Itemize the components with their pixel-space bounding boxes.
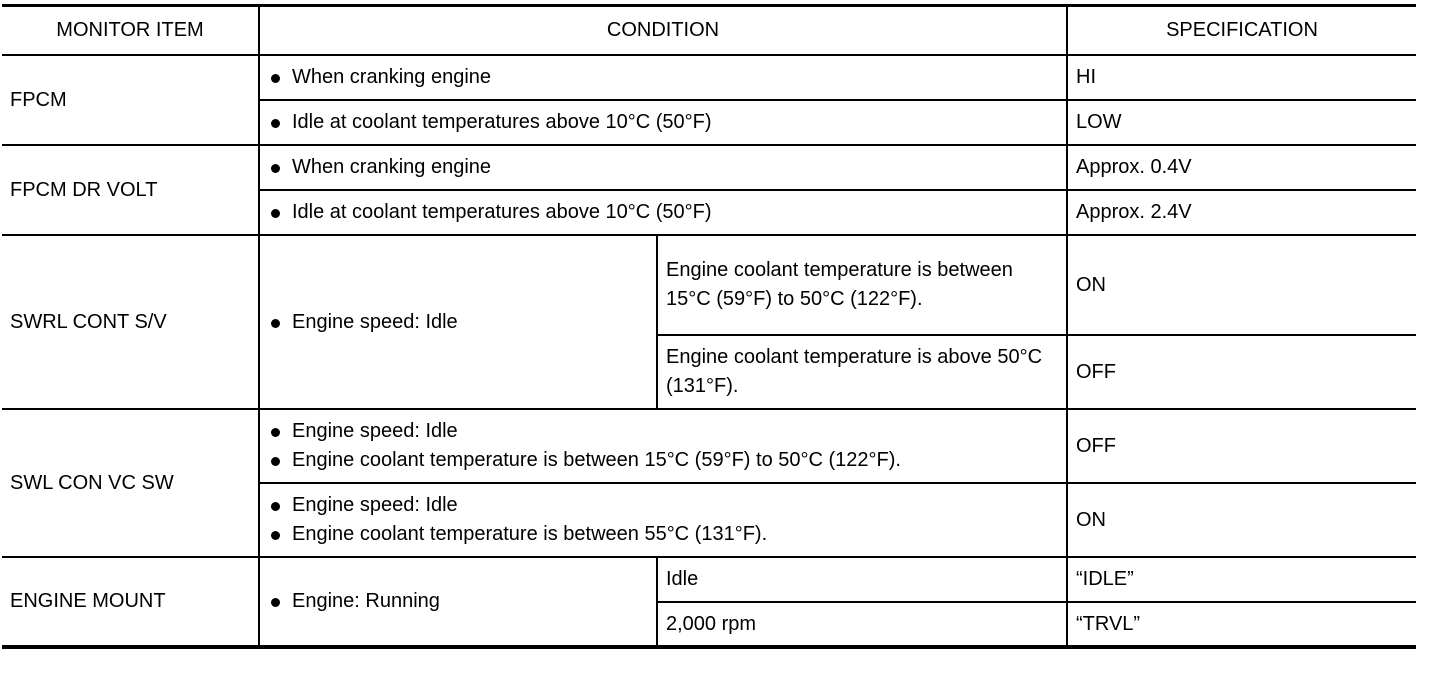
condition-cell — [259, 145, 1067, 190]
spec-value: HI — [1067, 55, 1416, 100]
bullet-text: Engine coolant temperature is between 15°C (59°F) to 50°C (122°F). — [268, 446, 1058, 475]
monitor-item-fpcm-dr-volt: FPCM DR VOLT — [2, 145, 259, 235]
sub-condition-cell: Idle — [657, 557, 1067, 602]
header-specification: SPECIFICATION — [1067, 6, 1416, 56]
sub-condition-cell: Engine coolant temperature is above 50°C (131°F). — [657, 335, 1067, 409]
bullet-text: Engine speed: Idle — [268, 491, 1058, 520]
condition-cell — [259, 55, 1067, 100]
table-row — [2, 409, 1416, 483]
spec-value: “IDLE” — [1067, 557, 1416, 602]
condition-cell — [259, 190, 1067, 235]
condition-cell — [259, 409, 1067, 483]
monitor-item-swrl-cont-sv: SWRL CONT S/V — [2, 235, 259, 409]
spec-value: OFF — [1067, 409, 1416, 483]
spec-value: Approx. 2.4V — [1067, 190, 1416, 235]
spec-value: ON — [1067, 235, 1416, 335]
condition-cell — [259, 235, 657, 409]
bullet-text: When cranking engine — [268, 63, 1058, 92]
bullet-text: Engine coolant temperature is between 55°C (131°F). — [268, 520, 1058, 549]
bullet-text: Idle at coolant temperatures above 10°C (50°F) — [268, 108, 1058, 137]
header-monitor-item: MONITOR ITEM — [2, 6, 259, 56]
header-row — [2, 6, 1416, 56]
condition-cell — [259, 483, 1067, 557]
table-row — [2, 235, 1416, 335]
sub-condition-cell: Engine coolant temperature is between 15°C (59°F) to 50°C (122°F). — [657, 235, 1067, 335]
spec-value: Approx. 0.4V — [1067, 145, 1416, 190]
bullet-text: When cranking engine — [268, 153, 1058, 182]
bullet-text: Engine speed: Idle — [268, 308, 648, 337]
condition-cell — [259, 100, 1067, 145]
header-condition: CONDITION — [259, 6, 1067, 56]
bullet-text: Engine: Running — [268, 587, 648, 616]
spec-value: “TRVL” — [1067, 602, 1416, 647]
monitor-spec-table — [2, 4, 1416, 649]
monitor-item-engine-mount: ENGINE MOUNT — [2, 557, 259, 647]
table-row — [2, 145, 1416, 190]
monitor-item-swl-con-vc-sw: SWL CON VC SW — [2, 409, 259, 557]
monitor-item-fpcm: FPCM — [2, 55, 259, 145]
bullet-text: Engine speed: Idle — [268, 417, 1058, 446]
sub-condition-cell: 2,000 rpm — [657, 602, 1067, 647]
spec-value: LOW — [1067, 100, 1416, 145]
table-row — [2, 557, 1416, 602]
bullet-text: Idle at coolant temperatures above 10°C (50°F) — [268, 198, 1058, 227]
condition-cell — [259, 557, 657, 647]
spec-value: OFF — [1067, 335, 1416, 409]
spec-value: ON — [1067, 483, 1416, 557]
table-row — [2, 55, 1416, 100]
